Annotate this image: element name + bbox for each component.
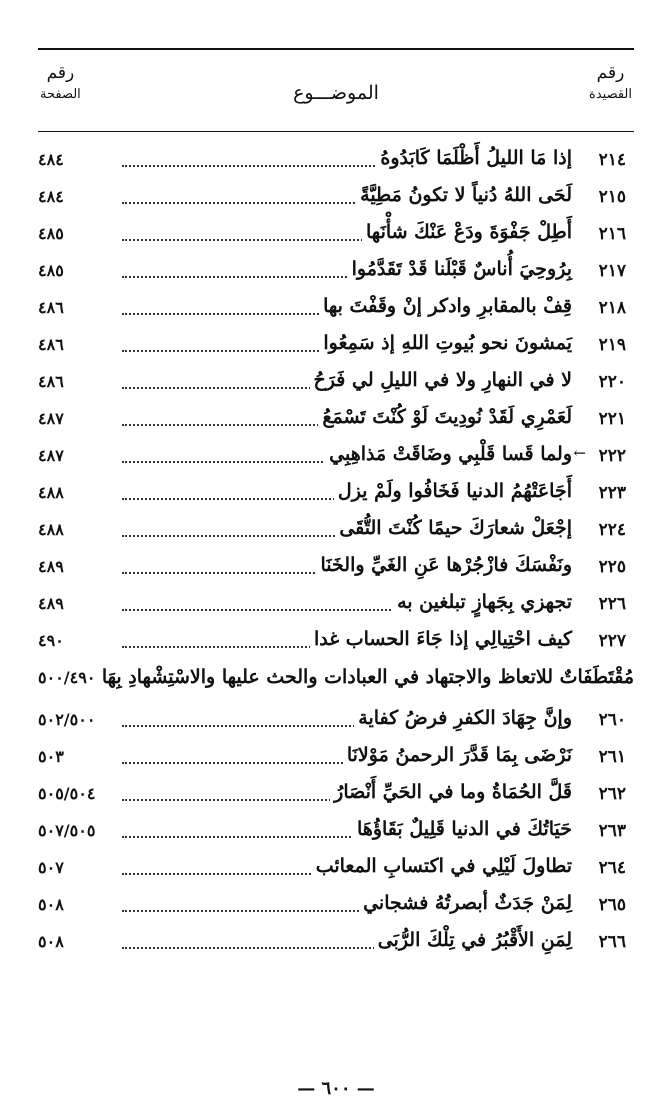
poem-first-line: لِمَنْ جَدَثٌ أبصرتُهُ فشجاني xyxy=(359,892,572,914)
poem-number: ٢١٤ xyxy=(598,150,626,170)
page-reference: ٤٨٤ xyxy=(38,150,64,169)
poem-number: ٢١٧ xyxy=(598,261,626,281)
poem-number: ٢٢٥ xyxy=(598,557,626,577)
index-entry-row xyxy=(38,854,634,891)
index-entry-row xyxy=(38,331,634,368)
page-reference: ٥٠٢/٥٠٠ xyxy=(38,710,96,729)
poem-first-line: لَعَمْرِي لَقَدْ نُودِيتَ لَوْ كُنْتَ تَسْمَعُ xyxy=(318,406,572,428)
entry-group-a xyxy=(38,146,634,664)
poem-number: ٢٢٤ xyxy=(598,520,626,540)
page-reference: ٤٨٦ xyxy=(38,372,64,391)
index-entry-row xyxy=(38,516,634,553)
index-entry-row xyxy=(38,257,634,294)
page-reference: ٤٨٨ xyxy=(38,520,64,539)
index-entry-row xyxy=(38,928,634,965)
page-reference: ٤٨٧ xyxy=(38,409,64,428)
section-heading-row xyxy=(38,664,634,706)
poem-number: ٢٦٢ xyxy=(598,784,626,804)
poem-first-line: ولما قَسا قَلْبِي وضَاقَتْ مَذاهِبِي xyxy=(325,443,572,465)
header-rule xyxy=(38,131,634,132)
poem-number: ٢١٦ xyxy=(598,224,626,244)
index-entry-row xyxy=(38,743,634,780)
index-entry-row xyxy=(38,294,634,331)
index-entry-row xyxy=(38,220,634,257)
poem-number: ٢٦٣ xyxy=(598,821,626,841)
pointer-arrow-icon: ← xyxy=(573,444,586,462)
poem-first-line: تجهزي بِجَهازٍ تبلغين به xyxy=(393,591,572,613)
page-reference: ٤٨٦ xyxy=(38,298,64,317)
subject-header: الموضـــوع xyxy=(293,82,379,104)
poem-number: ٢٦٥ xyxy=(598,895,626,915)
poem-number: ٢١٨ xyxy=(598,298,626,318)
poem-first-line: قَلَّ الحُمَاةُ وما في الحَيِّ أَنْصَارُ xyxy=(330,781,572,803)
poem-first-line: يَمشونَ نحو بُيوتِ اللهِ إذ سَمِعُوا xyxy=(319,332,572,354)
index-entry-row xyxy=(38,442,634,479)
index-entry-row xyxy=(38,590,634,627)
index-entry-row xyxy=(38,146,634,183)
poem-number: ٢٦٠ xyxy=(598,710,626,730)
poem-first-line: أَجَاعَتْهُمُ الدنيا فَخَافُوا ولَمْ يزل xyxy=(334,480,572,502)
poem-first-line: حَيَاتُكَ في الدنيا قَلِيلٌ بَقَاؤُهَا xyxy=(353,818,572,840)
poem-first-line: بِرُوحِيَ أُناسٌ قَبْلَنا قَدْ تَقَدَّمُوا xyxy=(348,258,572,280)
poem-number: ٢٦٦ xyxy=(598,932,626,952)
poem-number-header-line1: رقم xyxy=(596,63,625,83)
index-entry-row xyxy=(38,817,634,854)
poem-first-line: نَرْضَى بِمَا قَدَّرَ الرحمنُ مَوْلانَا xyxy=(343,744,572,766)
page-number-header-line2: الصفحة xyxy=(40,87,81,102)
top-rule xyxy=(38,48,634,50)
index-entry-row xyxy=(38,405,634,442)
poem-number: ٢٦١ xyxy=(598,747,626,767)
index-entries xyxy=(38,146,634,965)
index-entry-row xyxy=(38,706,634,743)
page-reference: ٥٠٨ xyxy=(38,932,64,951)
page-reference: ٤٨٨ xyxy=(38,483,64,502)
poem-first-line: أَطِلْ جَفْوَةَ ودَعْ عَنْكَ شأْنَها xyxy=(362,221,572,243)
poem-first-line: ونَفْسَكَ فازْجُرْها عَنِ الغَيِّ والخَنَا xyxy=(317,554,572,576)
poem-number: ٢١٩ xyxy=(598,335,626,355)
page-reference: ٥٠٨ xyxy=(38,895,64,914)
poem-first-line: لَحَى اللهُ دُنياً لا تكونُ مَطِيَّةً xyxy=(356,184,572,206)
poem-number: ٢٢١ xyxy=(598,409,626,429)
poem-first-line: إذا مَا الليلُ أَظْلَمَا كَابَدُوهُ xyxy=(376,147,572,169)
section-page-ref: ٥٠٠/٤٩٠ xyxy=(38,668,96,687)
poem-first-line: لا في النهارِ ولا في الليلِ لي فَرَحُ xyxy=(310,369,572,391)
index-entry-row xyxy=(38,553,634,590)
poem-number: ٢٢٦ xyxy=(598,594,626,614)
page-reference: ٤٨٥ xyxy=(38,224,64,243)
poem-number: ٢٢٧ xyxy=(598,631,626,651)
index-entry-row xyxy=(38,183,634,220)
page-reference: ٤٨٩ xyxy=(38,557,64,576)
page-reference: ٤٨٦ xyxy=(38,335,64,354)
page-number-header-line1: رقم xyxy=(46,63,75,83)
poem-number: ٢٢٠ xyxy=(598,372,626,392)
index-entry-row xyxy=(38,479,634,516)
index-entry-row xyxy=(38,627,634,664)
index-page xyxy=(38,48,634,1099)
table-header xyxy=(38,62,634,122)
index-entry-row xyxy=(38,368,634,405)
page-reference: ٤٩٠ xyxy=(38,631,64,650)
page-reference: ٥٠٣ xyxy=(38,747,64,766)
page-reference: ٥٠٧ xyxy=(38,858,64,877)
page-reference: ٥٠٧/٥٠٥ xyxy=(38,821,96,840)
poem-first-line: لِمَنِ الأَقْبُرُ في تِلْكَ الرُّبَى xyxy=(374,929,572,951)
section-heading: مُقْتَطَفَاتٌ للاتعاظ والاجتهاد في العبادات والحث عليها والاسْتِشْهادِ بِهَا xyxy=(101,666,634,688)
page-number-header xyxy=(40,62,81,106)
index-entry-row xyxy=(38,891,634,928)
index-entry-row xyxy=(38,780,634,817)
page-reference: ٤٨٩ xyxy=(38,594,64,613)
entry-group-b xyxy=(38,706,634,965)
page-reference: ٤٨٤ xyxy=(38,187,64,206)
poem-first-line: قِفْ بالمقابرِ وادكر إنْ وقَفْتَ بها xyxy=(319,295,572,317)
poem-first-line: كيف احْتِيالِي إذا جَاءَ الحساب غدا xyxy=(310,628,572,650)
page-reference: ٤٨٥ xyxy=(38,261,64,280)
poem-first-line: تطاولَ لَيْلِي في اكتسابِ المعائب xyxy=(312,855,572,877)
poem-first-line: إجْعَلْ شعارَكَ حيمًا كُنْتَ التُّقَى xyxy=(335,517,572,539)
poem-number: ٢١٥ xyxy=(598,187,626,207)
page-reference: ٤٨٧ xyxy=(38,446,64,465)
poem-number: ٢٢٣ xyxy=(598,483,626,503)
page-reference: ٥٠٥/٥٠٤ xyxy=(38,784,96,803)
page-footer-number: — ٦٠٠ — xyxy=(297,1078,375,1099)
poem-number: ٢٢٢ xyxy=(598,446,626,466)
poem-number: ٢٦٤ xyxy=(598,858,626,878)
poem-number-header-line2: القصيدة xyxy=(589,87,632,102)
poem-first-line: وإنَّ جِهَادَ الكفرِ فرضُ كفاية xyxy=(354,707,572,729)
